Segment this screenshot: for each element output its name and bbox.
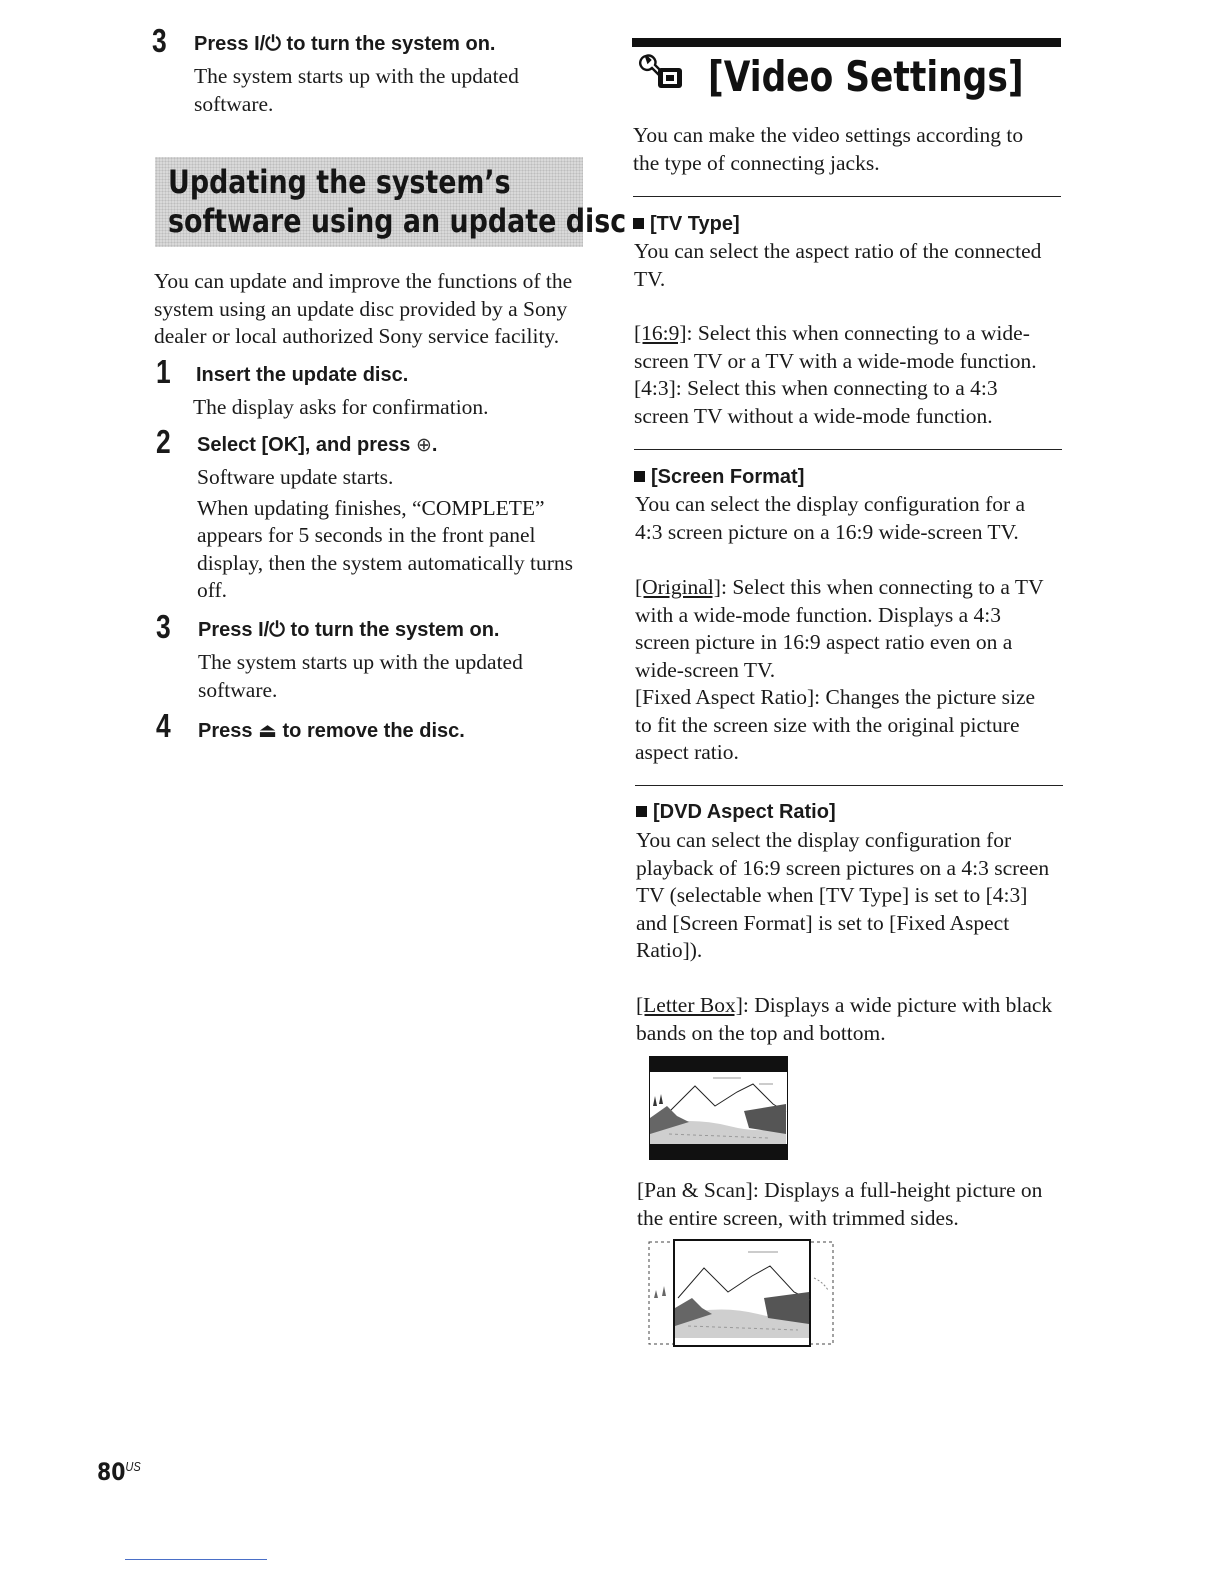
enter-icon: ⊕: [415, 434, 432, 456]
divider: [634, 449, 1062, 450]
square-bullet-icon: [633, 218, 644, 229]
eject-icon: ⏏: [258, 720, 277, 742]
text-line: : Displays a wide picture with black: [742, 993, 1053, 1017]
text-line: Ratio]).: [636, 938, 703, 962]
step-heading-text: to remove the disc.: [276, 720, 465, 742]
step-number: 2: [156, 423, 171, 460]
step-heading: Insert the update disc.: [196, 364, 409, 386]
step-heading-text: Press: [198, 619, 259, 641]
text-line: the type of connecting jacks.: [633, 150, 880, 175]
step-number: 4: [156, 707, 171, 744]
text-line: [4:3]: Select this when connecting to a 4:3: [634, 376, 998, 400]
section-heading: [168, 163, 626, 241]
text-line: with a wide-mode function. Displays a 4:3: [635, 602, 1002, 627]
divider: [633, 196, 1061, 197]
page-title: [Video Settings]: [708, 52, 1024, 101]
step-heading-text: Press: [194, 33, 255, 55]
step-heading-text: Press: [198, 720, 259, 742]
text-line: : Select this when connecting to a TV: [720, 575, 1044, 599]
text-line: You can update and improve the functions of the: [154, 269, 573, 293]
subsection-heading: [636, 801, 836, 824]
step-body: [197, 464, 573, 605]
step-heading-text: to turn the system on.: [285, 619, 500, 641]
text-line: TV.: [634, 266, 666, 291]
page-number-value: 80: [97, 1458, 126, 1486]
text-line: software.: [198, 677, 278, 702]
text-line: the entire screen, with trimmed sides.: [637, 1205, 959, 1230]
page-number: [97, 1458, 141, 1486]
step-heading: [197, 434, 437, 457]
step-heading: [198, 619, 499, 642]
step-heading-text: .: [431, 434, 438, 456]
square-bullet-icon: [634, 471, 645, 482]
square-bullet-icon: [636, 806, 647, 817]
subsection-heading-text: [DVD Aspect Ratio]: [653, 801, 836, 823]
pan-scan-option: [637, 1177, 1042, 1232]
subsection-heading: [633, 213, 740, 236]
step-heading: [198, 718, 465, 743]
text-line: screen picture in 16:9 aspect ratio even on a: [635, 630, 1013, 654]
text-line: The system starts up with the updated: [198, 650, 523, 674]
default-option: [16:9]: [634, 321, 687, 345]
text-line: : Select this when connecting to a wide-: [686, 321, 1030, 345]
letter-box-option: [636, 992, 1052, 1047]
text-line: system using an update disc provided by a Sony: [154, 296, 568, 321]
step-body: [194, 63, 519, 118]
divider: [635, 785, 1063, 786]
text-line: You can select the display configuration for: [636, 828, 1012, 852]
text-line: appears for 5 seconds in the front panel: [197, 523, 536, 547]
text-line: playback of 16:9 screen pictures on a 4:3 screen: [636, 855, 1050, 880]
screen-format-description: [635, 491, 1025, 546]
section-top-bar: [632, 38, 1061, 47]
section-heading-line: software using an update disc: [168, 202, 627, 240]
text-line: off.: [197, 578, 228, 602]
text-line: and [Screen Format] is set to [Fixed Aspect: [636, 910, 1010, 935]
intro-paragraph: [154, 268, 572, 351]
text-line: When updating finishes, “COMPLETE”: [197, 495, 545, 520]
power-icon: I/⏻: [254, 33, 281, 55]
step-number: 3: [152, 22, 167, 59]
default-option: [Original]: [635, 575, 721, 599]
step-body: [193, 394, 489, 422]
text-line: bands on the top and bottom.: [636, 1020, 886, 1045]
text-line: display, then the system automatically turns: [197, 550, 573, 575]
power-icon: I/⏻: [258, 619, 285, 641]
text-line: The system starts up with the updated: [194, 64, 519, 88]
text-line: wide-screen TV.: [635, 657, 776, 682]
step-heading-text: to turn the system on.: [281, 33, 496, 55]
text-line: Software update starts.: [197, 465, 394, 489]
text-line: dealer or local authorized Sony service facility.: [154, 324, 560, 348]
text-line: You can select the aspect ratio of the connected: [634, 239, 1042, 263]
footer-line: [125, 1559, 267, 1560]
text-line: TV (selectable when [TV Type] is set to [4:3]: [636, 883, 1028, 907]
text-line: software.: [194, 91, 274, 116]
intro-paragraph: [633, 122, 1023, 177]
letter-box-illustration: [649, 1056, 788, 1160]
subsection-heading-text: [Screen Format]: [651, 466, 805, 488]
text-line: screen TV without a wide-mode function.: [634, 403, 993, 428]
default-option: [Letter Box]: [636, 993, 743, 1017]
text-line: to fit the screen size with the original picture: [635, 712, 1020, 737]
section-heading-line: Updating the system’s: [168, 163, 511, 201]
dvd-aspect-description: [636, 827, 1049, 965]
pan-scan-illustration: [648, 1238, 834, 1348]
subsection-heading: [634, 466, 804, 489]
page-number-suffix: US: [125, 1459, 141, 1474]
step-number: 3: [156, 608, 171, 645]
text-line: The display asks for confirmation.: [193, 395, 489, 419]
step-heading-text: Select [OK], and press: [197, 434, 411, 456]
text-line: screen TV or a TV with a wide-mode function.: [634, 348, 1037, 373]
video-settings-icon: [636, 50, 696, 92]
tv-type-options: [634, 320, 1037, 430]
text-line: 4:3 screen picture on a 16:9 wide-screen TV.: [635, 519, 1019, 544]
step-number: 1: [156, 353, 171, 390]
text-line: [Fixed Aspect Ratio]: Changes the picture size: [635, 685, 1036, 709]
text-line: aspect ratio.: [635, 740, 739, 764]
text-line: You can make the video settings according to: [633, 123, 1024, 147]
tv-type-description: [634, 238, 1041, 293]
text-line: [Pan & Scan]: Displays a full-height picture on: [637, 1178, 1043, 1202]
step-heading: [194, 33, 495, 56]
screen-format-options: [635, 574, 1044, 767]
step-body: [198, 649, 523, 704]
text-line: You can select the display configuration for a: [635, 492, 1026, 516]
subsection-heading-text: [TV Type]: [650, 213, 740, 235]
